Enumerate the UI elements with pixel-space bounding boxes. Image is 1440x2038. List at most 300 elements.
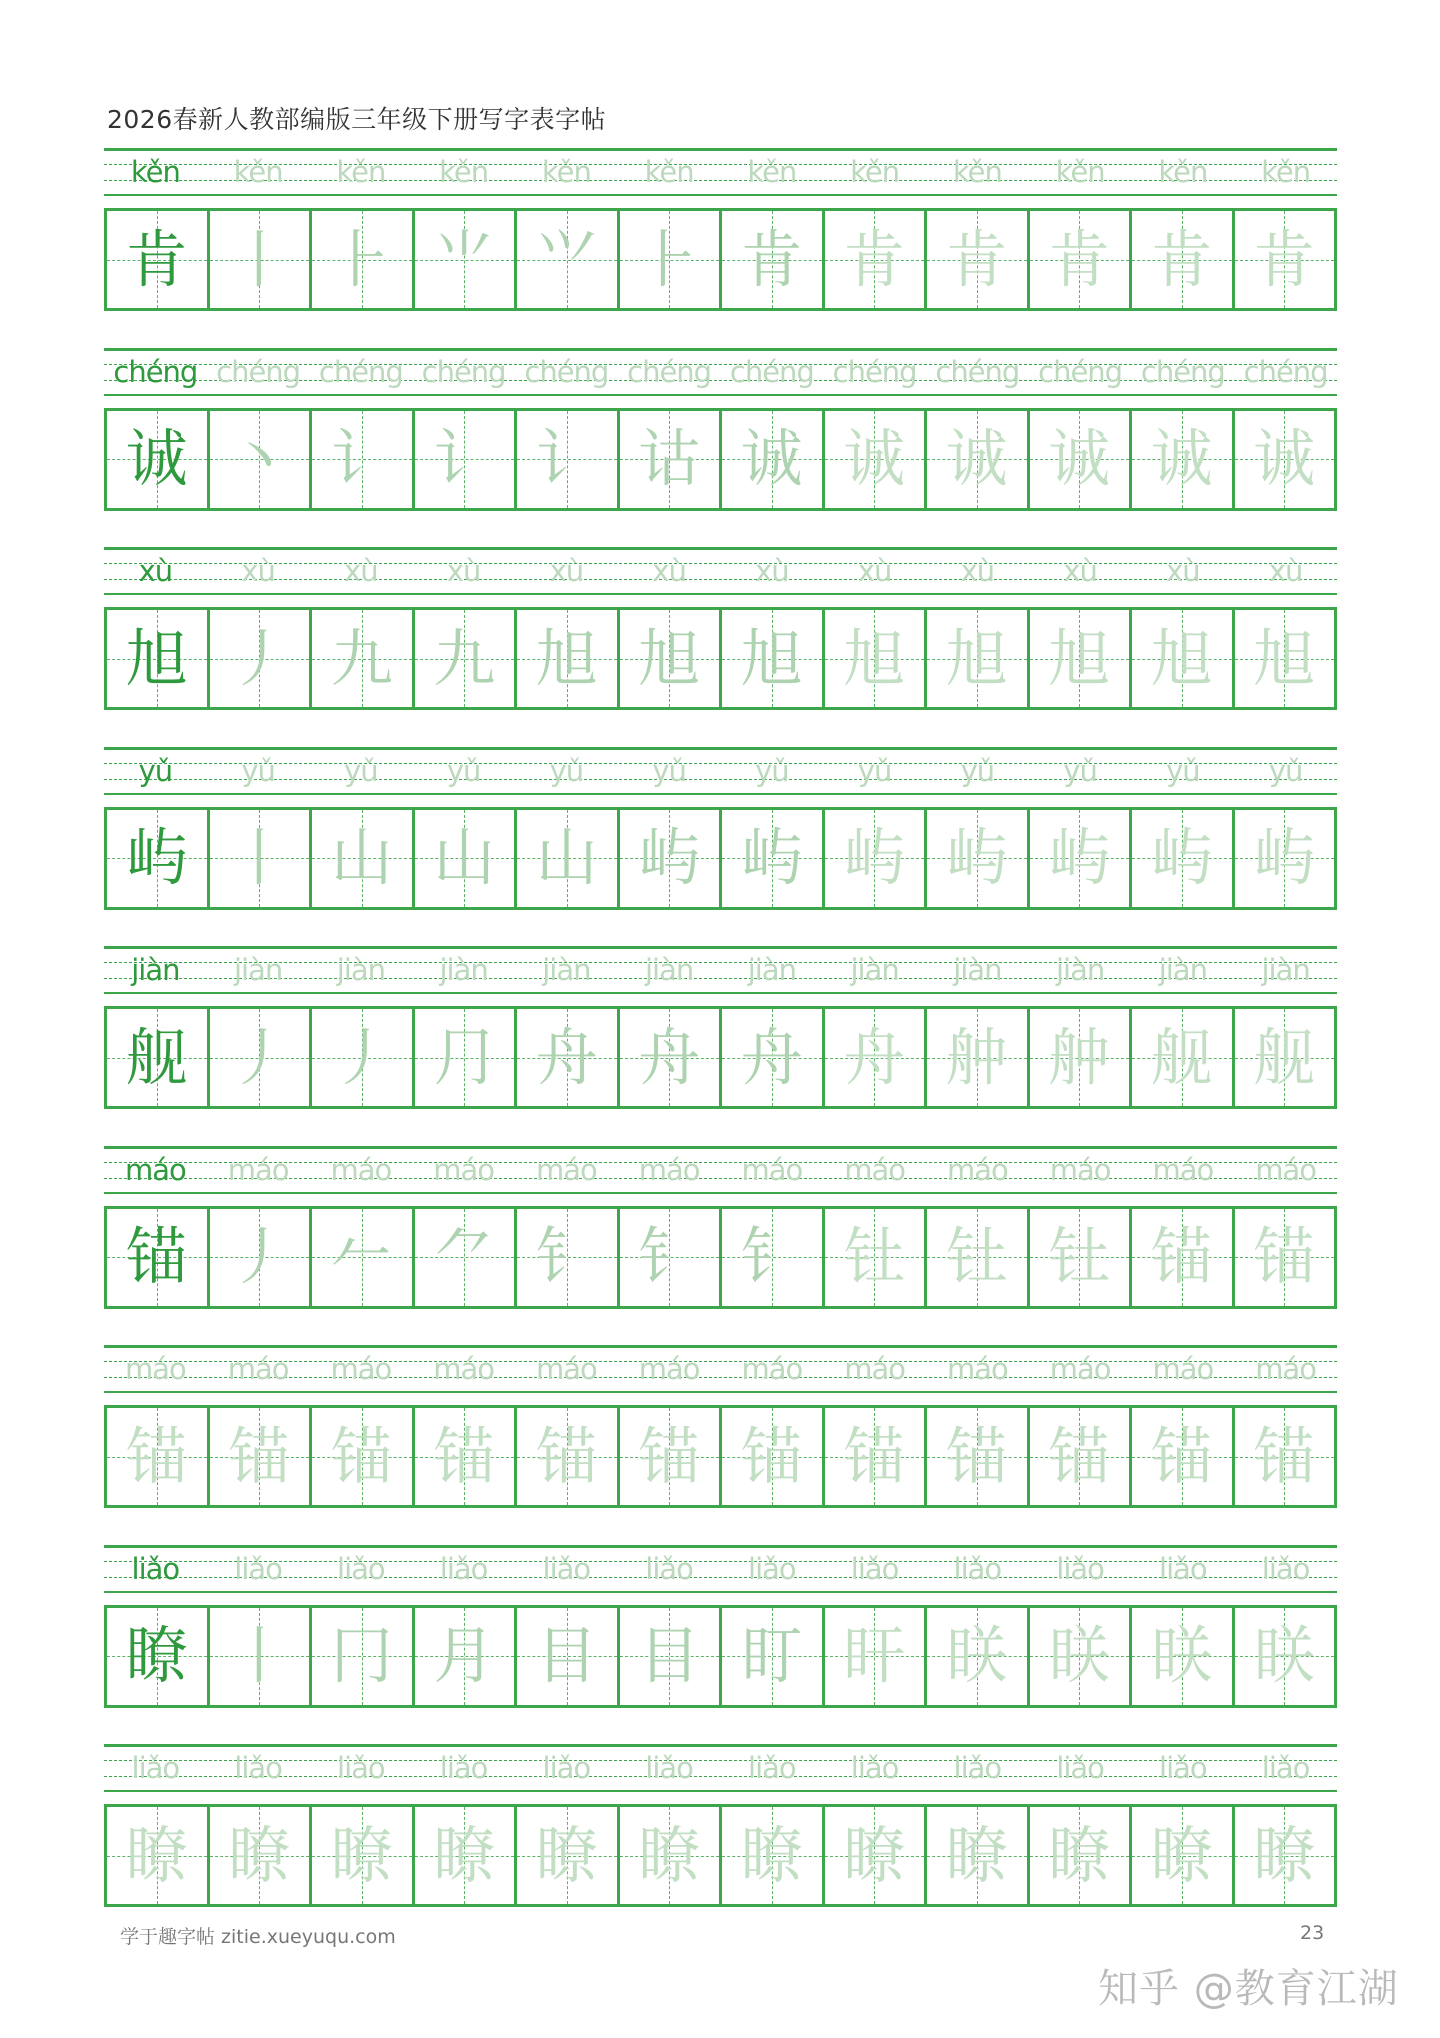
trace-character: ⺈ — [433, 1220, 496, 1293]
trace-character: 屿 — [740, 821, 803, 894]
tian-grid — [104, 1405, 1337, 1508]
grid-cell[interactable] — [1132, 1009, 1235, 1106]
trace-character: 屿 — [1150, 821, 1213, 894]
pinyin-label: kěn — [1055, 155, 1105, 189]
pinyin-label: yǔ — [755, 753, 789, 788]
trace-character: 肯 — [1048, 222, 1111, 296]
pinyin-label: máo — [1255, 1152, 1316, 1187]
pinyin-label: jiàn — [747, 953, 796, 987]
trace-character: 诚 — [945, 422, 1008, 495]
trace-character: 山 — [535, 821, 598, 894]
grid-cell[interactable] — [1030, 1408, 1133, 1505]
trace-character: 丿 — [228, 1220, 291, 1293]
page-number: 23 — [1300, 1922, 1325, 1944]
pinyin-label: máo — [946, 1152, 1008, 1187]
trace-character: 锚 — [1150, 1220, 1213, 1293]
trace-character: 瞭 — [843, 1818, 906, 1892]
trace-character: 月 — [433, 1619, 496, 1692]
trace-character: 眹 — [1048, 1619, 1111, 1692]
grid-cell[interactable] — [210, 411, 313, 508]
trace-character: 锚 — [1048, 1419, 1111, 1493]
pinyin-label: máo — [1255, 1352, 1316, 1386]
trace-character: 舟 — [740, 1020, 803, 1094]
grid-cell[interactable] — [107, 810, 210, 907]
pinyin-label: jiàn — [644, 953, 694, 987]
pinyin-label: kěn — [952, 155, 1002, 189]
pinyin-label: máo — [124, 1352, 186, 1386]
pinyin-label: chéng — [729, 354, 814, 389]
grid-cell[interactable] — [210, 1807, 313, 1904]
grid-cell[interactable] — [1030, 1209, 1133, 1306]
grid-cell[interactable] — [620, 411, 723, 508]
pinyin-label: máo — [433, 1152, 494, 1187]
grid-cell[interactable] — [1030, 211, 1133, 308]
grid-cell[interactable] — [1132, 1408, 1235, 1505]
trace-character: ⺌ — [433, 222, 496, 296]
grid-cell[interactable] — [722, 411, 825, 508]
trace-character: ⺆ — [433, 1020, 496, 1094]
grid-cell[interactable] — [825, 411, 928, 508]
grid-cell[interactable] — [1235, 1209, 1335, 1306]
trace-character: 诚 — [740, 422, 803, 495]
grid-cell[interactable] — [517, 1608, 620, 1705]
tian-grid — [104, 1804, 1337, 1907]
trace-character: 舯 — [945, 1020, 1008, 1094]
grid-cell[interactable] — [210, 1608, 313, 1705]
grid-cell[interactable] — [1030, 411, 1133, 508]
grid-cell[interactable] — [312, 1408, 415, 1505]
pinyin-label: máo — [124, 1152, 186, 1187]
grid-cell[interactable] — [517, 810, 620, 907]
trace-character: 眹 — [1150, 1619, 1213, 1692]
pinyin-label: liǎo — [337, 1551, 385, 1586]
grid-cell[interactable] — [1132, 1209, 1235, 1306]
grid-cell[interactable] — [620, 1807, 723, 1904]
grid-cell[interactable] — [1030, 610, 1133, 707]
pinyin-band — [104, 1146, 1337, 1194]
grid-cell[interactable] — [927, 1608, 1030, 1705]
grid-cell[interactable] — [415, 1608, 518, 1705]
grid-cell[interactable] — [517, 1009, 620, 1106]
model-character: 瞭 — [125, 1619, 188, 1692]
grid-cell[interactable] — [107, 1608, 210, 1705]
trace-character: 锚 — [843, 1419, 906, 1493]
trace-character: 钅 — [638, 1220, 701, 1293]
grid-cell[interactable] — [1235, 810, 1335, 907]
pinyin-label: liǎo — [645, 1751, 693, 1785]
grid-cell[interactable] — [312, 610, 415, 707]
grid-cell[interactable] — [927, 411, 1030, 508]
pinyin-label: máo — [433, 1352, 494, 1386]
model-character: 旭 — [125, 621, 188, 695]
grid-cell[interactable] — [210, 610, 313, 707]
grid-cell[interactable] — [312, 1807, 415, 1904]
pinyin-label: kěn — [1158, 155, 1208, 189]
pinyin-label: xù — [652, 554, 686, 588]
grid-cell[interactable] — [1235, 1608, 1335, 1705]
grid-cell[interactable] — [1132, 1608, 1235, 1705]
pinyin-label: yǔ — [344, 753, 378, 788]
pinyin-label: kěn — [850, 155, 900, 189]
pinyin-label: jiàn — [336, 953, 385, 987]
grid-cell[interactable] — [312, 211, 415, 308]
grid-cell[interactable] — [927, 810, 1030, 907]
trace-character: 眹 — [1253, 1619, 1316, 1692]
page-title: 2026春新人教部编版三年级下册写字表字帖 — [107, 105, 607, 134]
pinyin-label: jiàn — [1158, 953, 1207, 987]
pinyin-label: liǎo — [748, 1751, 796, 1785]
grid-cell[interactable] — [1235, 1807, 1335, 1904]
grid-cell[interactable] — [825, 1408, 928, 1505]
trace-character: 讠 — [535, 422, 598, 495]
grid-cell[interactable] — [927, 1408, 1030, 1505]
grid-cell[interactable] — [927, 1209, 1030, 1306]
grid-cell[interactable] — [312, 1009, 415, 1106]
trace-character: 旭 — [1150, 621, 1213, 695]
pinyin-band — [104, 747, 1337, 795]
trace-character: 瞭 — [535, 1818, 598, 1892]
pinyin-label: liǎo — [850, 1551, 899, 1586]
trace-character: 锚 — [1150, 1419, 1213, 1493]
grid-cell[interactable] — [312, 1209, 415, 1306]
pinyin-label: liǎo — [850, 1751, 899, 1785]
grid-cell[interactable] — [415, 1408, 518, 1505]
grid-cell[interactable] — [107, 1408, 210, 1505]
grid-cell[interactable] — [825, 211, 928, 308]
pinyin-label: máo — [535, 1352, 597, 1386]
pinyin-label: liǎo — [131, 1551, 180, 1586]
grid-cell[interactable] — [1235, 1009, 1335, 1106]
pinyin-label: chéng — [832, 354, 917, 389]
pinyin-label: kěn — [644, 155, 694, 189]
pinyin-label: máo — [330, 1352, 392, 1386]
grid-cell[interactable] — [107, 1209, 210, 1306]
grid-cell[interactable] — [1030, 1608, 1133, 1705]
pinyin-label: chéng — [1243, 354, 1328, 389]
trace-character: 丨 — [228, 1619, 291, 1692]
grid-cell[interactable] — [210, 1408, 313, 1505]
grid-cell[interactable] — [107, 610, 210, 707]
pinyin-label: liǎo — [1261, 1551, 1310, 1586]
grid-cell[interactable] — [825, 1009, 928, 1106]
trace-character: 盯 — [740, 1619, 803, 1692]
pinyin-label: liǎo — [439, 1751, 488, 1785]
trace-character: 肯 — [945, 222, 1008, 296]
grid-cell[interactable] — [620, 610, 723, 707]
trace-character: 丨 — [228, 222, 291, 296]
pinyin-label: liǎo — [645, 1551, 693, 1586]
grid-cell[interactable] — [722, 1807, 825, 1904]
trace-character: 丿 — [330, 1020, 393, 1094]
grid-cell[interactable] — [1235, 1408, 1335, 1505]
pinyin-label: liǎo — [1159, 1751, 1207, 1785]
pinyin-label: máo — [1152, 1352, 1214, 1386]
grid-cell[interactable] — [1235, 411, 1335, 508]
grid-cell[interactable] — [620, 1608, 723, 1705]
grid-cell[interactable] — [722, 610, 825, 707]
grid-cell[interactable] — [1132, 411, 1235, 508]
pinyin-label: chéng — [524, 354, 609, 389]
tian-grid — [104, 1206, 1337, 1309]
tian-grid — [104, 208, 1337, 311]
pinyin-label: liǎo — [1159, 1551, 1207, 1586]
pinyin-label: liǎo — [439, 1551, 488, 1586]
trace-character: 丿 — [228, 621, 291, 695]
tian-grid — [104, 607, 1337, 710]
trace-character: 肯 — [843, 222, 906, 296]
trace-character: 锚 — [740, 1419, 803, 1493]
grid-cell[interactable] — [415, 1209, 518, 1306]
grid-cell[interactable] — [107, 411, 210, 508]
trace-character: 瞭 — [433, 1818, 496, 1892]
trace-character: 旭 — [843, 621, 906, 695]
pinyin-label: xù — [344, 554, 378, 588]
grid-cell[interactable] — [312, 411, 415, 508]
grid-cell[interactable] — [722, 211, 825, 308]
pinyin-label: máo — [227, 1152, 289, 1187]
pinyin-label: liǎo — [234, 1751, 282, 1785]
grid-cell[interactable] — [210, 810, 313, 907]
grid-cell[interactable] — [1235, 211, 1335, 308]
pinyin-label: máo — [1049, 1352, 1111, 1386]
tian-grid — [104, 408, 1337, 511]
pinyin-label: jiàn — [1261, 953, 1310, 987]
trace-character: 肯 — [740, 222, 803, 296]
trace-character: 山 — [330, 821, 393, 894]
grid-cell[interactable] — [107, 1807, 210, 1904]
trace-character: 屿 — [843, 821, 906, 894]
pinyin-label: xù — [446, 554, 481, 588]
footer-source: 学于趣字帖 zitie.xueyuqu.com — [120, 1926, 396, 1948]
grid-cell[interactable] — [1030, 810, 1133, 907]
grid-cell[interactable] — [825, 1807, 928, 1904]
grid-cell[interactable] — [517, 1408, 620, 1505]
grid-cell[interactable] — [927, 1009, 1030, 1106]
grid-cell[interactable] — [415, 411, 518, 508]
model-character: 舰 — [125, 1020, 188, 1094]
pinyin-label: liǎo — [1261, 1751, 1310, 1785]
pinyin-band — [104, 1345, 1337, 1393]
grid-cell[interactable] — [415, 1807, 518, 1904]
grid-cell[interactable] — [825, 1608, 928, 1705]
grid-cell[interactable] — [210, 1009, 313, 1106]
trace-character: 瞭 — [945, 1818, 1008, 1892]
pinyin-label: máo — [946, 1352, 1008, 1386]
grid-cell[interactable] — [210, 1209, 313, 1306]
grid-cell[interactable] — [517, 1807, 620, 1904]
grid-cell[interactable] — [1030, 1807, 1133, 1904]
grid-cell[interactable] — [1235, 610, 1335, 707]
practice-row — [104, 146, 1337, 346]
pinyin-label: jiàn — [131, 953, 180, 987]
model-character: 肯 — [125, 222, 188, 296]
pinyin-label: xù — [549, 554, 584, 588]
trace-character: 九 — [433, 621, 496, 695]
pinyin-label: jiàn — [233, 953, 283, 987]
model-character: 瞭 — [125, 1818, 188, 1892]
pinyin-label: xù — [755, 554, 789, 588]
grid-cell[interactable] — [1132, 810, 1235, 907]
grid-cell[interactable] — [620, 1009, 723, 1106]
trace-character: ⺍ — [535, 222, 598, 296]
pinyin-label: kěn — [541, 155, 591, 189]
pinyin-label: xù — [1063, 554, 1097, 588]
grid-cell[interactable] — [927, 610, 1030, 707]
grid-cell[interactable] — [722, 1408, 825, 1505]
pinyin-label: xù — [1268, 554, 1303, 588]
pinyin-label: liǎo — [337, 1751, 385, 1785]
trace-character: 旭 — [638, 621, 701, 695]
pinyin-label: kěn — [233, 155, 283, 189]
trace-character: 诚 — [1048, 422, 1111, 495]
grid-cell[interactable] — [517, 211, 620, 308]
pinyin-label: chéng — [216, 354, 301, 389]
pinyin-label: jiàn — [1055, 953, 1105, 987]
grid-cell[interactable] — [927, 211, 1030, 308]
pinyin-label: chéng — [627, 354, 712, 389]
grid-cell[interactable] — [722, 810, 825, 907]
grid-cell[interactable] — [107, 1009, 210, 1106]
grid-cell[interactable] — [415, 610, 518, 707]
trace-character: 眹 — [945, 1619, 1008, 1692]
model-character: 屿 — [125, 821, 188, 894]
trace-character: 山 — [433, 821, 496, 894]
pinyin-label: jiàn — [439, 953, 488, 987]
grid-cell[interactable] — [620, 810, 723, 907]
trace-character: 锚 — [1253, 1419, 1316, 1493]
trace-character: 瞭 — [740, 1818, 803, 1892]
grid-cell[interactable] — [620, 1209, 723, 1306]
grid-cell[interactable] — [312, 1608, 415, 1705]
trace-character: 瞭 — [330, 1818, 393, 1892]
grid-cell[interactable] — [722, 1209, 825, 1306]
trace-character: 屿 — [1253, 821, 1316, 894]
trace-character: 讠 — [433, 422, 496, 495]
pinyin-label: máo — [535, 1152, 597, 1187]
pinyin-label: kěn — [439, 155, 489, 189]
pinyin-label: yǔ — [446, 753, 481, 788]
trace-character: 丶 — [228, 422, 291, 495]
grid-cell[interactable] — [415, 1009, 518, 1106]
pinyin-label: liǎo — [953, 1551, 1002, 1586]
pinyin-band — [104, 348, 1337, 396]
trace-character: 目 — [535, 1619, 598, 1692]
trace-character: 舯 — [1048, 1020, 1111, 1094]
trace-character: 目 — [638, 1619, 701, 1692]
trace-character: 旭 — [1253, 621, 1316, 695]
trace-character: 锚 — [1253, 1220, 1316, 1293]
trace-character: 瞭 — [1253, 1818, 1316, 1892]
trace-character: 锚 — [330, 1419, 393, 1493]
trace-character: 盰 — [843, 1619, 906, 1692]
trace-character: 诚 — [1150, 422, 1213, 495]
grid-cell[interactable] — [722, 1608, 825, 1705]
grid-cell[interactable] — [1132, 610, 1235, 707]
grid-cell[interactable] — [825, 810, 928, 907]
pinyin-label: chéng — [935, 354, 1020, 389]
trace-character: 舟 — [535, 1020, 598, 1094]
trace-character: ⺊ — [638, 222, 701, 296]
trace-character: 旭 — [740, 621, 803, 695]
grid-cell[interactable] — [1132, 1807, 1235, 1904]
grid-cell[interactable] — [825, 610, 928, 707]
trace-character: 肯 — [1150, 222, 1213, 296]
trace-character: 冂 — [330, 1619, 393, 1692]
trace-character: 锚 — [228, 1419, 291, 1493]
grid-cell[interactable] — [620, 211, 723, 308]
model-character: 锚 — [125, 1220, 188, 1293]
pinyin-label: liǎo — [131, 1751, 180, 1785]
grid-cell[interactable] — [517, 411, 620, 508]
pinyin-band — [104, 547, 1337, 595]
pinyin-label: máo — [844, 1352, 905, 1386]
watermark: 知乎 @教育江湖 — [1098, 1966, 1399, 2012]
grid-cell[interactable] — [620, 1408, 723, 1505]
grid-cell[interactable] — [107, 211, 210, 308]
grid-cell[interactable] — [927, 1807, 1030, 1904]
pinyin-label: kěn — [130, 155, 180, 189]
pinyin-label: xù — [857, 554, 892, 588]
pinyin-band — [104, 148, 1337, 196]
pinyin-label: máo — [1152, 1152, 1214, 1187]
trace-character: 旭 — [945, 621, 1008, 695]
pinyin-label: xù — [241, 554, 275, 588]
trace-character: 舰 — [1253, 1020, 1316, 1094]
grid-cell[interactable] — [210, 211, 313, 308]
trace-character: 诚 — [1253, 422, 1316, 495]
trace-character: 旭 — [1048, 621, 1111, 695]
trace-character: 钍 — [945, 1220, 1008, 1293]
pinyin-label: yǔ — [857, 753, 892, 788]
practice-row — [104, 745, 1337, 945]
pinyin-label: chéng — [318, 354, 403, 389]
trace-character: 钅 — [740, 1220, 803, 1293]
grid-cell[interactable] — [415, 211, 518, 308]
tian-grid — [104, 1006, 1337, 1109]
pinyin-label: liǎo — [1056, 1551, 1104, 1586]
practice-sheet — [104, 146, 1337, 1942]
trace-character: 舰 — [1150, 1020, 1213, 1094]
practice-row — [104, 1343, 1337, 1543]
trace-character: 钅 — [535, 1220, 598, 1293]
grid-cell[interactable] — [312, 810, 415, 907]
trace-character: 锚 — [433, 1419, 496, 1493]
tian-grid — [104, 807, 1337, 910]
pinyin-label: kěn — [336, 155, 386, 189]
trace-character: 旭 — [535, 621, 598, 695]
grid-cell[interactable] — [1030, 1009, 1133, 1106]
trace-character: ⺊ — [330, 222, 393, 296]
trace-character: 𠂉 — [330, 1220, 393, 1293]
practice-row — [104, 1543, 1337, 1743]
trace-character: 锚 — [638, 1419, 701, 1493]
pinyin-label: yǔ — [138, 753, 173, 788]
grid-cell[interactable] — [825, 1209, 928, 1306]
grid-cell[interactable] — [517, 1209, 620, 1306]
trace-character: 肯 — [1253, 222, 1316, 296]
grid-cell[interactable] — [722, 1009, 825, 1106]
pinyin-label: liǎo — [542, 1751, 591, 1785]
grid-cell[interactable] — [517, 610, 620, 707]
trace-character: 锚 — [535, 1419, 598, 1493]
grid-cell[interactable] — [1132, 211, 1235, 308]
practice-row — [104, 1144, 1337, 1344]
trace-character: 瞭 — [1150, 1818, 1213, 1892]
pinyin-label: yǔ — [1268, 753, 1303, 788]
pinyin-label: máo — [227, 1352, 289, 1386]
grid-cell[interactable] — [415, 810, 518, 907]
pinyin-label: máo — [1049, 1152, 1111, 1187]
